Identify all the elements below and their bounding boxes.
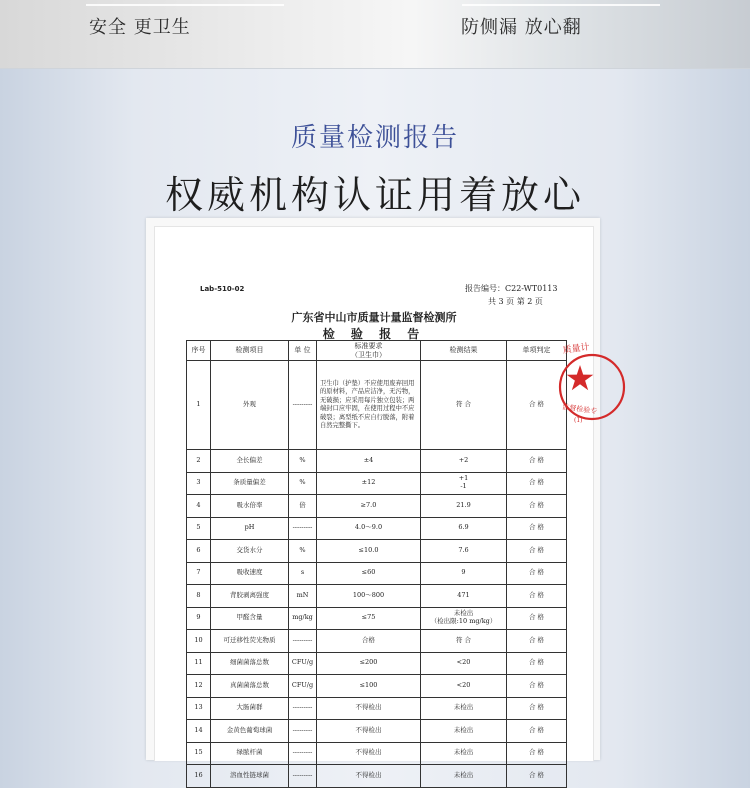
cell-verdict: 合 格 [507,472,567,495]
cell-no: 11 [187,652,211,675]
cell-standard: 合格 [317,630,421,653]
cell-standard: 4.0～9.0 [317,517,421,540]
cell-standard: ±12 [317,472,421,495]
cell-no: 7 [187,562,211,585]
cell-standard: 100～800 [317,585,421,608]
cell-result: 符 合 [421,630,507,653]
cell-unit: --------- [289,742,317,765]
cell-result: 未检出 [421,742,507,765]
cell-standard: ≤10.0 [317,540,421,563]
cell-item: 交货水分 [211,540,289,563]
cell-standard: 不得检出 [317,720,421,743]
table-row [187,675,567,698]
report-paper [154,226,598,779]
cell-verdict: 合 格 [507,495,567,518]
cell-standard: ≤60 [317,562,421,585]
cell-unit: mg/kg [289,607,317,630]
cell-verdict: 合 格 [507,540,567,563]
cell-unit: % [289,450,317,473]
cell-unit: --------- [289,361,317,450]
cell-item: 背胶剥离强度 [211,585,289,608]
cell-item: 吸收速度 [211,562,289,585]
cell-result: 未检出 [421,720,507,743]
cell-verdict: 合 格 [507,630,567,653]
cell-standard: 卫生巾（护垫）不应使用废弃回用的原材料，产品应洁净，无污物，无破损；应采用每片独立包装；两端封口应牢固，在使用过程中不应破裂；离型纸不应自行脱落，附着自然完整撕下。 [317,361,421,450]
table-row [187,361,567,450]
cell-no: 1 [187,361,211,450]
table-body [187,361,567,788]
cell-item: 全长偏差 [211,450,289,473]
cell-unit: % [289,540,317,563]
cell-result: 7.6 [421,540,507,563]
lab-code: Lab-510-02 [200,285,245,293]
table-row [187,517,567,540]
cell-standard: 不得检出 [317,697,421,720]
cell-standard: ≤200 [317,652,421,675]
cell-verdict: 合 格 [507,562,567,585]
cell-no: 10 [187,630,211,653]
cell-result: <20 [421,652,507,675]
cell-unit: --------- [289,697,317,720]
table-row [187,742,567,765]
cell-standard: 不得检出 [317,742,421,765]
cell-verdict: 合 格 [507,652,567,675]
banner-divider-right [462,4,660,6]
table-row [187,562,567,585]
table-row [187,472,567,495]
cell-result: 9 [421,562,507,585]
banner-divider-left [86,4,284,6]
seal-ring [560,355,624,419]
cell-unit: --------- [289,630,317,653]
table-row [187,697,567,720]
cell-item: 甲醛含量 [211,607,289,630]
table-row [187,607,567,630]
report-title: 检 验 报 告 [322,327,426,341]
table-row [187,652,567,675]
cell-no: 13 [187,697,211,720]
cell-standard: ≤100 [317,675,421,698]
cell-result: +2 [421,450,507,473]
cell-unit: --------- [289,720,317,743]
cell-no: 3 [187,472,211,495]
cell-unit: --------- [289,765,317,788]
cell-item: 条质量偏差 [211,472,289,495]
cell-no: 12 [187,675,211,698]
header-no: 序号 [187,341,211,361]
seal-star-icon [567,365,594,390]
organization-name: 广东省中山市质量计量监督检测所 [291,311,457,324]
cell-no: 9 [187,607,211,630]
seal-text-bottom: 监督检验专 [561,402,598,416]
inspection-table [186,340,567,788]
cell-result: 21.9 [421,495,507,518]
cell-no: 6 [187,540,211,563]
cell-standard: ±4 [317,450,421,473]
header-standard: 标准要求 （卫生巾） [317,341,421,361]
top-banner [0,0,750,69]
cell-no: 16 [187,765,211,788]
cell-item: 真菌菌落总数 [211,675,289,698]
cell-verdict: 合 格 [507,361,567,450]
cell-standard: ≤75 [317,607,421,630]
cell-standard: ≥7.0 [317,495,421,518]
cell-item: pH [211,517,289,540]
cell-result: +1 -1 [421,472,507,495]
section-title: 权威机构认证用着放心 [164,173,585,217]
cell-item: 绿脓杆菌 [211,742,289,765]
cell-no: 2 [187,450,211,473]
cell-result: 未检出 [421,765,507,788]
cell-verdict: 合 格 [507,697,567,720]
section-subtitle: 质量检测报告 [290,123,459,153]
table-row [187,540,567,563]
cell-item: 细菌菌落总数 [211,652,289,675]
cell-standard: 不得检出 [317,765,421,788]
cell-verdict: 合 格 [507,720,567,743]
table-row [187,495,567,518]
banner-right-text: 防侧漏 放心翻 [461,17,582,38]
report-document-frame [146,218,600,779]
seal-text-mark: (1) [574,417,583,424]
cell-no: 4 [187,495,211,518]
cell-result: 471 [421,585,507,608]
cell-unit: % [289,472,317,495]
cell-unit: mN [289,585,317,608]
table-row [187,765,567,788]
cell-unit: --------- [289,517,317,540]
seal-text-top: 质量计 [562,342,591,357]
cell-unit: 倍 [289,495,317,518]
banner-left-text: 安全 更卫生 [89,17,191,38]
cell-no: 14 [187,720,211,743]
cell-no: 5 [187,517,211,540]
cell-item: 溶血性链球菌 [211,765,289,788]
table-row [187,630,567,653]
header-result: 检测结果 [421,341,507,361]
cell-verdict: 合 格 [507,585,567,608]
cell-verdict: 合 格 [507,607,567,630]
cell-verdict: 合 格 [507,742,567,765]
cell-no: 15 [187,742,211,765]
cell-unit: CFU/g [289,652,317,675]
report-number: 报告编号：C22-WT0113 [465,284,558,293]
table-header-row [187,341,567,361]
cell-item: 金黄色葡萄球菌 [211,720,289,743]
cell-result: 未检出 [421,697,507,720]
cell-result: 符 合 [421,361,507,450]
cell-item: 大肠菌群 [211,697,289,720]
table-row [187,720,567,743]
cell-unit: s [289,562,317,585]
cell-result: <20 [421,675,507,698]
cell-verdict: 合 格 [507,765,567,788]
cell-result: 6.9 [421,517,507,540]
header-verdict: 单项判定 [507,341,567,361]
cell-unit: CFU/g [289,675,317,698]
page-count: 共 3 页 第 2 页 [488,297,543,306]
cell-result: 未检出 （检出限:10 mg/kg） [421,607,507,630]
table-row [187,450,567,473]
header-item: 检测项目 [211,341,289,361]
header-unit: 单 位 [289,341,317,361]
cell-no: 8 [187,585,211,608]
cell-item: 外观 [211,361,289,450]
cell-verdict: 合 格 [507,517,567,540]
cell-item: 吸水倍率 [211,495,289,518]
cell-verdict: 合 格 [507,450,567,473]
table-row [187,585,567,608]
cell-verdict: 合 格 [507,675,567,698]
cell-item: 可迁移性荧光物质 [211,630,289,653]
